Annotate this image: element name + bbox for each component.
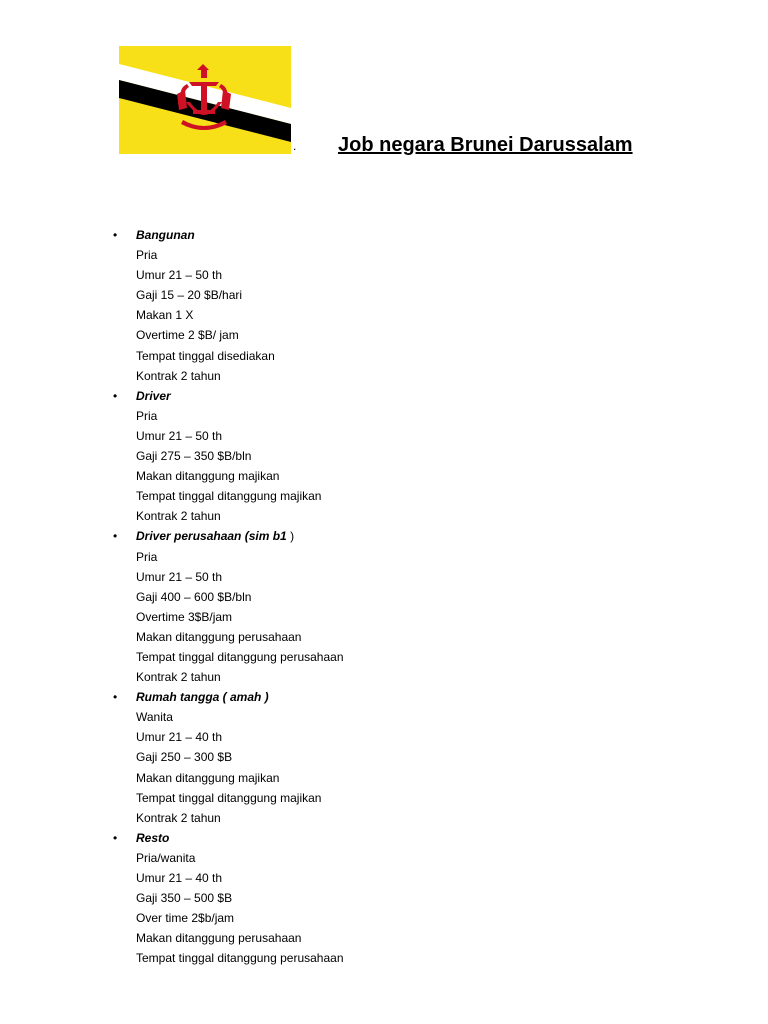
job-detail-line: Over time 2$b/jam [136,911,235,926]
job-detail-line: Gaji 250 – 300 $B [136,750,233,765]
job-detail-line: Makan ditanggung majikan [136,770,280,785]
job-detail-line: Umur 21 – 50 th [136,268,223,283]
job-detail-line: Tempat tinggal ditanggung majikan [136,790,322,805]
job-title: Resto [136,830,170,845]
job-detail-line: Makan 1 X [136,308,194,323]
brunei-flag-image [119,46,291,154]
job-detail-line: Makan ditanggung perusahaan [136,629,302,644]
job-detail-line: Gaji 15 – 20 $B/hari [136,288,243,303]
job-detail-line: Pria [136,408,158,423]
job-title: Bangunan [136,228,195,242]
job-detail-line: Kontrak 2 tahun [136,368,221,383]
job-detail-line: Umur 21 – 40 th [136,871,223,885]
job-detail-line: Kontrak 2 tahun [136,810,221,825]
job-detail-line: Pria [136,248,158,263]
job-title-suffix: ) [286,529,295,544]
job-title: Driver perusahaan (sim b1 [136,529,287,544]
job-detail-line: Pria [136,549,158,564]
job-detail-line: Kontrak 2 tahun [136,509,221,524]
job-item [0,828,768,969]
job-list [0,225,768,968]
job-item [0,687,768,828]
job-item [0,386,768,527]
bullet-icon: • [113,830,118,845]
job-title-row [0,687,768,707]
job-detail-line: Overtime 2 $B/ jam [136,328,239,343]
job-title: Rumah tangga ( amah ) [136,690,269,705]
job-detail-line: Overtime 3$B/jam [136,609,233,624]
bullet-icon: • [113,529,118,544]
job-detail-line: Tempat tinggal ditanggung perusahaan [136,649,344,664]
bullet-icon: • [113,228,118,242]
bullet-icon: • [113,388,118,403]
job-title: Driver [136,388,171,403]
job-detail-line: Gaji 400 – 600 $B/bln [136,589,252,604]
job-detail-line: Makan ditanggung majikan [136,469,280,484]
job-detail-line: Wanita [136,710,173,725]
job-title-row [0,526,768,546]
job-detail-line: Umur 21 – 40 th [136,730,223,745]
job-detail-line: Kontrak 2 tahun [136,670,221,685]
job-detail-line: Tempat tinggal ditanggung perusahaan [136,951,344,966]
job-detail-line: Tempat tinggal disediakan [136,348,275,363]
stray-dot: . [293,139,297,153]
job-detail-line: Makan ditanggung perusahaan [136,931,302,946]
job-title-row [0,225,768,245]
job-detail-line: Umur 21 – 50 th [136,569,223,584]
job-detail-line: Gaji 350 – 500 $B [136,891,233,906]
page-title: Job negara Brunei Darussalam [338,134,633,156]
job-title-row [0,828,768,848]
job-title-row [0,386,768,406]
bullet-icon: • [113,690,118,705]
brunei-flag-svg [119,46,291,154]
job-detail-line: Tempat tinggal ditanggung majikan [136,489,322,504]
job-detail-line: Pria/wanita [136,850,196,865]
job-item [0,526,768,687]
job-detail-line: Gaji 275 – 350 $B/bln [136,449,252,464]
job-item [0,225,768,386]
job-detail-line: Umur 21 – 50 th [136,428,223,443]
